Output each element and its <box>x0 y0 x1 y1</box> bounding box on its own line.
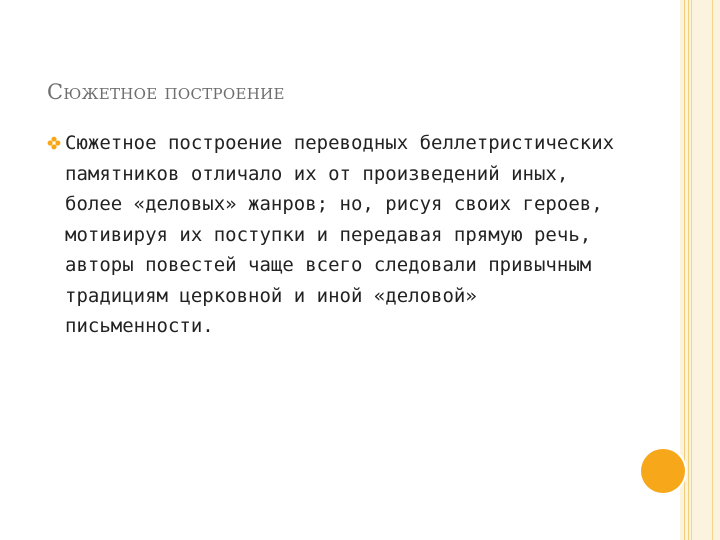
decorative-orange-circle <box>641 449 685 493</box>
border-line <box>691 0 692 540</box>
border-line <box>684 0 685 540</box>
decorative-right-border <box>680 0 720 540</box>
border-line <box>688 0 689 540</box>
border-line <box>712 0 713 540</box>
slide-title: Сюжетное построение <box>47 80 285 104</box>
bullet-text: Сюжетное построение переводных беллетристических памятников отличало их от произведений иных, более «деловых» жанров; но, рисуя своих героев, мотивируя их поступки и передавая прямую речь, авторы повестей чаще всего следовали привычным традициям церковной и иной «деловой» письменности. <box>65 132 615 337</box>
flower-bullet-icon <box>47 136 61 150</box>
